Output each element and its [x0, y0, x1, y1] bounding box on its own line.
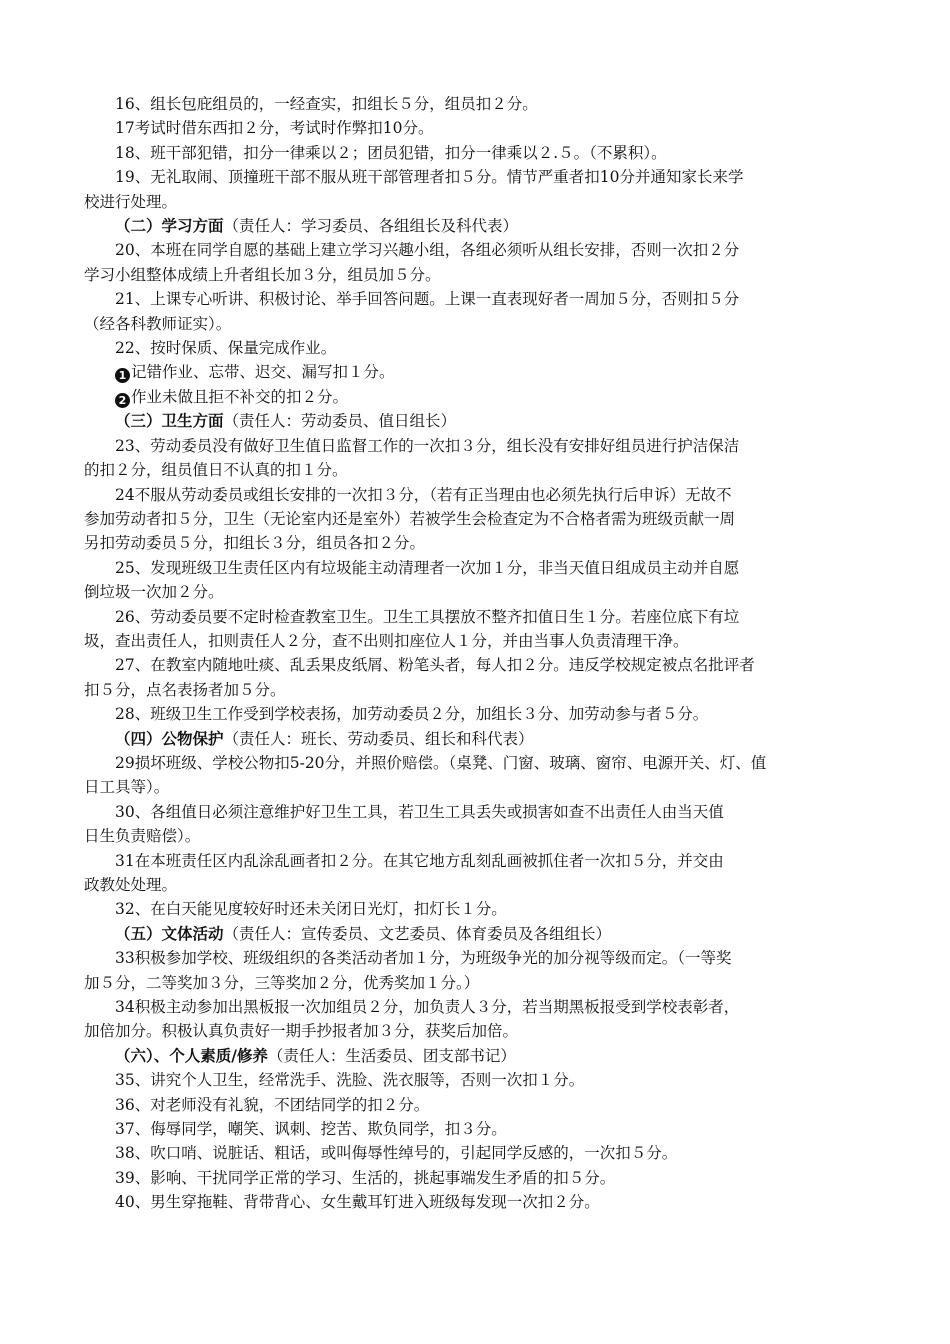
paragraph-line [84, 141, 874, 165]
paragraph-line [84, 702, 874, 726]
line-text: 扣５分，点名表扬者加５分。 [84, 680, 286, 699]
line-text: （责任人：劳动委员、值日组长） [223, 412, 457, 431]
paragraph-line [84, 360, 874, 384]
section-heading [84, 727, 874, 751]
line-text: 20、本班在同学自愿的基础上建立学习兴趣小组，各组必须听从组长安排，否则一次扣２分 [115, 241, 740, 260]
section-heading [84, 409, 874, 433]
line-text: 政教处处理。 [84, 876, 178, 894]
paragraph-line [84, 458, 874, 482]
line-text: （责任人：班长、劳动委员、组长和科代表） [223, 729, 534, 748]
line-text: 记错作业、忘带、迟交、漏写扣１分。 [131, 363, 395, 382]
paragraph-line [84, 1117, 874, 1141]
paragraph-line [84, 971, 874, 995]
line-text: 校进行处理。 [84, 192, 178, 211]
line-text: 作业未做且拒不补交的扣２分。 [131, 387, 349, 406]
line-text: 圾，查出责任人，扣则责任人２分，查不出则扣座位人１分，并由当事人负责清理干净。 [84, 631, 689, 650]
paragraph-line [84, 824, 874, 848]
line-text: 23、劳动委员没有做好卫生值日监督工作的一次扣３分，组长没有安排好组员进行护洁保洁 [115, 436, 740, 455]
line-text: 37、侮辱同学，嘲笑、讽刺、挖苦、欺负同学，扣３分。 [115, 1120, 507, 1139]
paragraph-line [84, 531, 874, 555]
paragraph-line [84, 1019, 874, 1043]
line-text: （责任人：宣传委员、文艺委员、体育委员及各组组长） [223, 924, 612, 943]
paragraph-line [84, 1068, 874, 1092]
section-heading-title: （二）学习方面 [115, 216, 224, 236]
paragraph-line [84, 483, 874, 507]
paragraph-line [84, 1093, 874, 1117]
section-heading-title: （四）公物保护 [115, 728, 224, 748]
line-text: 27、在教室内随地吐痰、乱丢果皮纸屑、粉笔头者，每人扣２分。违反学校规定被点名批评者 [115, 656, 755, 675]
line-text: 16、组长包庇组员的，一经查实，扣组长５分，组员扣２分。 [115, 95, 538, 113]
section-heading-title: （三）卫生方面 [115, 411, 224, 431]
paragraph-line [84, 946, 874, 970]
line-text: 40、男生穿拖鞋、背带背心、女生戴耳钉进入班级每发现一次扣２分。 [115, 1193, 600, 1212]
line-text: 加倍加分。积极认真负责好一期手抄报者加３分，获奖后加倍。 [84, 1022, 519, 1041]
paragraph-line [84, 629, 874, 653]
paragraph-line [84, 336, 874, 360]
line-text: 18、班干部犯错，扣分一律乘以２；团员犯错，扣分一律乘以２.５。（不累积）。 [115, 143, 667, 162]
document-body [84, 92, 874, 1215]
paragraph-line [84, 800, 874, 824]
section-heading [84, 214, 874, 238]
paragraph-line [84, 653, 874, 677]
line-text: 39、影响、干扰同学正常的学习、生活的，挑起事端发生矛盾的扣５分。 [115, 1168, 616, 1187]
line-text: （经各科教师证实）。 [84, 314, 232, 333]
line-text: 日工具等）。 [84, 778, 170, 797]
paragraph-line [84, 556, 874, 580]
paragraph-line [84, 312, 874, 336]
paragraph-line [84, 775, 874, 799]
line-text: 倒垃圾一次加２分。 [84, 583, 224, 602]
paragraph-line [84, 92, 874, 116]
paragraph-line [84, 678, 874, 702]
section-heading [84, 922, 874, 946]
paragraph-line [84, 1141, 874, 1165]
section-heading-title: （六）、个人素质/修养 [115, 1045, 268, 1065]
paragraph-line [84, 263, 874, 287]
paragraph-line [84, 605, 874, 629]
line-text: 34积极主动参加出黑板报一次加组员２分，加负责人３分，若当期黑板报受到学校表彰者， [115, 998, 740, 1017]
line-text: 32、在白天能见度较好时还未关闭日光灯，扣灯长１分。 [115, 900, 507, 919]
line-text: 另扣劳动委员５分，扣组长３分，组员各扣２分。 [84, 534, 426, 553]
section-heading [84, 1044, 874, 1068]
line-text: 学习小组整体成绩上升者组长加３分，组员加５分。 [84, 265, 441, 284]
section-heading-title: （五）文体活动 [115, 923, 224, 943]
line-text: 29损坏班级、学校公物扣5-20分，并照价赔偿。（桌凳、门窗、玻璃、窗帘、电源开关、灯、值 [115, 753, 767, 772]
paragraph-line [84, 165, 874, 189]
line-text: 25、发现班级卫生责任区内有垃圾能主动清理者一次加１分，非当天值日组成员主动并自愿 [115, 558, 740, 577]
paragraph-line [84, 434, 874, 458]
line-text: 33积极参加学校、班级组织的各类活动者加１分，为班级争光的加分视等级而定。（一等奖 [115, 949, 732, 968]
line-text: 28、班级卫生工作受到学校表扬，加劳动委员２分，加组长３分、加劳动参与者５分。 [115, 705, 709, 724]
paragraph-line [84, 116, 874, 140]
paragraph-line [84, 897, 874, 921]
line-text: （责任人：生活委员、团支部书记） [267, 1046, 516, 1065]
paragraph-line [84, 190, 874, 214]
line-text: 36、对老师没有礼貌，不团结同学的扣２分。 [115, 1095, 430, 1114]
paragraph-line [84, 1166, 874, 1190]
paragraph-line [84, 385, 874, 409]
line-text: 19、无礼取闹、顶撞班干部不服从班干部管理者扣５分。情节严重者扣10分并通知家长来学 [115, 168, 744, 187]
paragraph-line [84, 873, 874, 897]
numbered-bullet-icon: 1 [115, 368, 130, 383]
line-text: 日生负责赔偿）。 [84, 827, 201, 846]
paragraph-line [84, 751, 874, 775]
paragraph-line [84, 995, 874, 1019]
line-text: 31在本班责任区内乱涂乱画者扣２分。在其它地方乱刻乱画被抓住者一次扣５分，并交由 [115, 851, 724, 870]
line-text: （责任人：学习委员、各组组长及科代表） [223, 217, 519, 236]
paragraph-line [84, 287, 874, 311]
line-text: 24不服从劳动委员或组长安排的一次扣３分，（若有正当理由也必须先执行后申诉）无故不 [115, 485, 732, 504]
line-text: 加５分，二等奖加３分，三等奖加２分，优秀奖加１分。） [84, 973, 480, 992]
line-text: 22、按时保质、保量完成作业。 [115, 339, 337, 358]
paragraph-line [84, 580, 874, 604]
line-text: 的扣２分，组员值日不认真的扣１分。 [84, 461, 348, 480]
line-text: 35、讲究个人卫生，经常洗手、洗脸、洗衣服等，否则一次扣１分。 [115, 1071, 585, 1090]
line-text: 30、各组值日必须注意维护好卫生工具，若卫生工具丢失或损害如查不出责任人由当天值 [115, 802, 724, 821]
line-text: 21、上课专心听讲、积极讨论、举手回答问题。上课一直表现好者一周加５分，否则扣５分 [115, 290, 740, 309]
line-text: 17考试时借东西扣２分，考试时作弊扣10分。 [115, 119, 434, 138]
line-text: 参加劳动者扣５分，卫生（无论室内还是室外）若被学生会检查定为不合格者需为班级贡献一周 [84, 509, 736, 528]
paragraph-line [84, 238, 874, 262]
line-text: 38、吹口哨、说脏话、粗话，或叫侮辱性绰号的，引起同学反感的，一次扣５分。 [115, 1144, 678, 1163]
paragraph-line [84, 1190, 874, 1214]
numbered-bullet-icon: 2 [115, 393, 130, 408]
line-text: 26、劳动委员要不定时检查教室卫生。卫生工具摆放不整齐扣值日生１分。若座位底下有垃 [115, 607, 740, 626]
paragraph-line [84, 507, 874, 531]
paragraph-line [84, 849, 874, 873]
